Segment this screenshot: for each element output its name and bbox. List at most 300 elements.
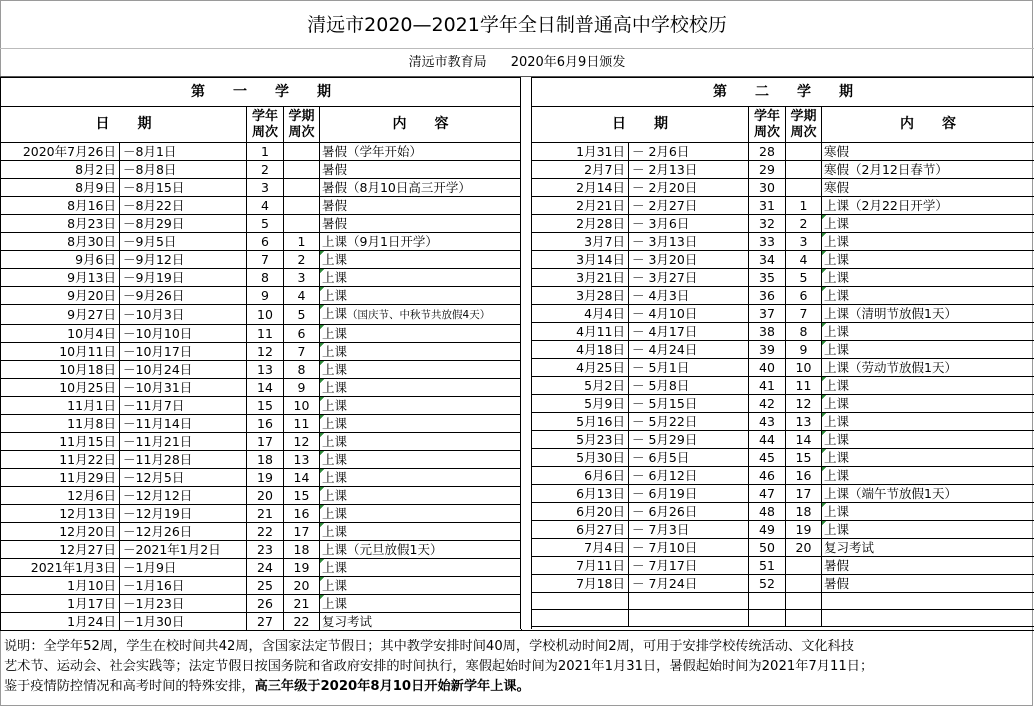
calendar-row [1, 215, 522, 233]
date-to: － 3月20日 [629, 251, 749, 269]
calendar-row [1, 577, 522, 595]
year-week-header: 学年周次 [749, 107, 786, 143]
semester-week: 2 [284, 251, 320, 269]
content-cell: 上课 [320, 415, 522, 433]
year-week: 32 [749, 215, 786, 233]
date-from: 12月20日 [1, 523, 120, 541]
date-from: 10月25日 [1, 379, 120, 397]
content-cell: 上课 [822, 521, 1034, 539]
date-to: －8月8日 [120, 161, 247, 179]
calendar-row [1, 433, 522, 451]
calendar-row [1, 505, 522, 523]
date-to: － 5月8日 [629, 377, 749, 395]
year-week [749, 610, 786, 627]
content-cell: 上课 [320, 325, 522, 343]
date-to [629, 593, 749, 610]
calendar-row [1, 523, 522, 541]
content-cell: 上课 [320, 361, 522, 379]
date-from [532, 610, 629, 627]
explanation-note [0, 630, 1034, 707]
content-cell: 上课 [320, 379, 522, 397]
calendar-row [532, 161, 1034, 179]
date-to: － 5月29日 [629, 431, 749, 449]
date-to: － 2月6日 [629, 143, 749, 161]
content-cell: 暑假 [822, 575, 1034, 593]
semester-week: 4 [284, 287, 320, 305]
date-from: 2月28日 [532, 215, 629, 233]
calendar-row [1, 379, 522, 397]
date-to: － 7月17日 [629, 557, 749, 575]
content-cell: 复习考试 [822, 539, 1034, 557]
semester-week: 1 [786, 197, 822, 215]
semester-week: 14 [284, 469, 320, 487]
date-to: － 7月10日 [629, 539, 749, 557]
calendar-row [1, 397, 522, 415]
calendar-row [532, 233, 1034, 251]
date-from: 1月31日 [532, 143, 629, 161]
date-from [532, 593, 629, 610]
date-from: 2月21日 [532, 197, 629, 215]
year-week: 30 [749, 179, 786, 197]
date-to: － 3月13日 [629, 233, 749, 251]
date-to: －10月10日 [120, 325, 247, 343]
date-from: 1月10日 [1, 577, 120, 595]
content-cell: 上课 [320, 523, 522, 541]
date-from: 4月18日 [532, 341, 629, 359]
date-from: 11月1日 [1, 397, 120, 415]
year-week: 29 [749, 161, 786, 179]
semester-week: 6 [284, 325, 320, 343]
year-week: 7 [247, 251, 284, 269]
calendar-row [532, 557, 1034, 575]
content-cell: 上课 [320, 559, 522, 577]
year-week: 12 [247, 343, 284, 361]
date-to: －11月28日 [120, 451, 247, 469]
semester-week [786, 610, 822, 627]
calendar-row [532, 287, 1034, 305]
semester-week: 15 [786, 449, 822, 467]
semester-week [284, 179, 320, 197]
year-week: 28 [749, 143, 786, 161]
date-from: 2020年7月26日 [1, 143, 120, 161]
content-cell: 上课 [320, 433, 522, 451]
year-week: 49 [749, 521, 786, 539]
date-from: 5月23日 [532, 431, 629, 449]
date-from: 7月4日 [532, 539, 629, 557]
calendar-row [532, 305, 1034, 323]
year-week: 33 [749, 233, 786, 251]
semester-week: 1 [284, 233, 320, 251]
content-cell: 上课 [320, 595, 522, 613]
date-from: 8月23日 [1, 215, 120, 233]
date-from: 10月4日 [1, 325, 120, 343]
year-week: 17 [247, 433, 284, 451]
semester-week: 7 [786, 305, 822, 323]
calendar-row [532, 503, 1034, 521]
semester-week: 21 [284, 595, 320, 613]
content-cell: 寒假 [822, 143, 1034, 161]
date-from: 8月30日 [1, 233, 120, 251]
calendar-row [1, 469, 522, 487]
year-week: 3 [247, 179, 284, 197]
content-cell: 上课 [822, 467, 1034, 485]
year-week: 31 [749, 197, 786, 215]
year-week: 34 [749, 251, 786, 269]
content-cell: 上课 [822, 431, 1034, 449]
year-week-header: 学年周次 [247, 107, 284, 143]
content-cell: 上课（劳动节放假1天） [822, 359, 1034, 377]
date-to: －1月16日 [120, 577, 247, 595]
semester-week: 15 [284, 487, 320, 505]
date-to: － 4月10日 [629, 305, 749, 323]
page-title: 清远市2020—2021学年全日制普通高中学校校历 [0, 0, 1034, 49]
calendar-row [532, 251, 1034, 269]
date-to: －8月1日 [120, 143, 247, 161]
date-header: 日 期 [532, 107, 749, 143]
calendar-row [532, 610, 1034, 627]
calendar-row [532, 359, 1034, 377]
semester-week-header: 学期周次 [786, 107, 822, 143]
date-to: －1月30日 [120, 613, 247, 631]
date-from: 9月20日 [1, 287, 120, 305]
calendar-row [1, 179, 522, 197]
year-week: 22 [247, 523, 284, 541]
date-from: 1月17日 [1, 595, 120, 613]
date-from: 10月11日 [1, 343, 120, 361]
year-week: 13 [247, 361, 284, 379]
date-to: － 2月20日 [629, 179, 749, 197]
date-to: －11月21日 [120, 433, 247, 451]
semester-week [284, 197, 320, 215]
date-from: 8月16日 [1, 197, 120, 215]
content-cell: 上课 [822, 449, 1034, 467]
semester-week: 14 [786, 431, 822, 449]
calendar-row [532, 449, 1034, 467]
date-to: －9月19日 [120, 269, 247, 287]
content-cell: 上课 [320, 451, 522, 469]
calendar-row [1, 487, 522, 505]
note-line [4, 677, 1030, 697]
date-from: 5月2日 [532, 377, 629, 395]
year-week: 1 [247, 143, 284, 161]
date-from: 9月6日 [1, 251, 120, 269]
date-to: －9月5日 [120, 233, 247, 251]
date-to: －10月3日 [120, 305, 247, 325]
content-cell: 上课 [822, 395, 1034, 413]
holiday-note: （国庆节、中秋节共放假4天） [347, 309, 491, 321]
year-week: 52 [749, 575, 786, 593]
year-week: 8 [247, 269, 284, 287]
date-to: － 4月24日 [629, 341, 749, 359]
year-week: 48 [749, 503, 786, 521]
date-to: － 5月1日 [629, 359, 749, 377]
date-to: － 3月6日 [629, 215, 749, 233]
year-week: 36 [749, 287, 786, 305]
date-to: －11月7日 [120, 397, 247, 415]
year-week: 4 [247, 197, 284, 215]
date-from: 2月7日 [532, 161, 629, 179]
content-cell: 上课 [822, 323, 1034, 341]
semester-week [786, 143, 822, 161]
content-cell [320, 305, 522, 325]
semester-2-header: 第 二 学 期 [532, 78, 1034, 107]
calendar-row [532, 143, 1034, 161]
calendar-row [1, 269, 522, 287]
content-cell: 暑假 [822, 557, 1034, 575]
content-cell: 暑假 [320, 215, 522, 233]
semester-week: 6 [786, 287, 822, 305]
year-week: 24 [247, 559, 284, 577]
issue-date: 2020年6月9日颁发 [510, 55, 626, 70]
semester-week: 20 [284, 577, 320, 595]
content-cell: 上课 [320, 487, 522, 505]
date-from: 6月6日 [532, 467, 629, 485]
content-cell: 暑假（学年开始） [320, 143, 522, 161]
date-from: 4月11日 [532, 323, 629, 341]
date-to: －12月19日 [120, 505, 247, 523]
date-to: －8月29日 [120, 215, 247, 233]
content-cell: 上课 [320, 269, 522, 287]
calendar-row [1, 361, 522, 379]
content-cell: 上课 [822, 269, 1034, 287]
semester-week: 4 [786, 251, 822, 269]
year-week: 40 [749, 359, 786, 377]
content-cell: 上课 [320, 505, 522, 523]
calendar-row [532, 377, 1034, 395]
content-text: 上课 [322, 306, 348, 321]
date-to: － 3月27日 [629, 269, 749, 287]
semester-week [786, 557, 822, 575]
calendar-row [532, 413, 1034, 431]
calendar-row [1, 415, 522, 433]
content-cell: 上课（9月1日开学） [320, 233, 522, 251]
calendar-row [532, 467, 1034, 485]
semester-week: 8 [284, 361, 320, 379]
issuer-line [0, 49, 1034, 77]
calendar-row [532, 179, 1034, 197]
date-to: －9月26日 [120, 287, 247, 305]
date-to: －12月12日 [120, 487, 247, 505]
content-cell: 上课（端午节放假1天） [822, 485, 1034, 503]
content-cell: 上课 [822, 233, 1034, 251]
date-to: －10月24日 [120, 361, 247, 379]
issuer-org: 清远市教育局 [408, 55, 487, 70]
content-cell: 上课（2月22日开学） [822, 197, 1034, 215]
date-to: － 6月12日 [629, 467, 749, 485]
content-cell: 暑假（8月10日高三开学） [320, 179, 522, 197]
date-from: 2021年1月3日 [1, 559, 120, 577]
calendar-row [532, 539, 1034, 557]
semester-week [786, 179, 822, 197]
date-from: 3月21日 [532, 269, 629, 287]
content-cell: 上课 [822, 377, 1034, 395]
date-from: 2月14日 [532, 179, 629, 197]
semester-week [284, 143, 320, 161]
calendar-row [1, 595, 522, 613]
calendar-row [532, 575, 1034, 593]
date-from: 11月29日 [1, 469, 120, 487]
date-from: 8月2日 [1, 161, 120, 179]
date-to: － 2月13日 [629, 161, 749, 179]
semester-week: 19 [786, 521, 822, 539]
semester-week: 13 [786, 413, 822, 431]
date-from: 3月7日 [532, 233, 629, 251]
semester-week: 9 [284, 379, 320, 397]
date-to: －2021年1月2日 [120, 541, 247, 559]
date-to: － 4月3日 [629, 287, 749, 305]
year-week: 14 [247, 379, 284, 397]
year-week: 16 [247, 415, 284, 433]
semester-week: 16 [284, 505, 320, 523]
date-from: 3月28日 [532, 287, 629, 305]
semester-week: 17 [284, 523, 320, 541]
date-to: －8月22日 [120, 197, 247, 215]
semester-week: 10 [786, 359, 822, 377]
year-week: 23 [247, 541, 284, 559]
date-to: －12月5日 [120, 469, 247, 487]
date-from: 5月9日 [532, 395, 629, 413]
date-to: －11月14日 [120, 415, 247, 433]
year-week: 5 [247, 215, 284, 233]
year-week: 15 [247, 397, 284, 415]
semester-week: 10 [284, 397, 320, 415]
semester-week: 16 [786, 467, 822, 485]
date-from: 6月20日 [532, 503, 629, 521]
calendar-row [1, 541, 522, 559]
date-to: －1月9日 [120, 559, 247, 577]
calendar-row [532, 485, 1034, 503]
year-week: 11 [247, 325, 284, 343]
semester-1-table [0, 77, 522, 631]
date-to: － 4月17日 [629, 323, 749, 341]
semester-week [786, 161, 822, 179]
year-week: 38 [749, 323, 786, 341]
date-from: 7月18日 [532, 575, 629, 593]
content-cell: 上课 [320, 469, 522, 487]
content-cell: 上课 [320, 397, 522, 415]
year-week: 6 [247, 233, 284, 251]
date-to: －8月15日 [120, 179, 247, 197]
content-header: 内 容 [822, 107, 1034, 143]
date-from: 11月15日 [1, 433, 120, 451]
semester-week: 13 [284, 451, 320, 469]
note-line: 艺术节、运动会、社会实践等；法定节假日按国务院和省政府安排的时间执行，寒假起始时间为2021年1月31日，暑假起始时间为2021年7月11日； [4, 659, 874, 674]
semester-week: 9 [786, 341, 822, 359]
calendar-row [532, 395, 1034, 413]
year-week: 46 [749, 467, 786, 485]
year-week: 43 [749, 413, 786, 431]
content-cell: 寒假（2月12日春节） [822, 161, 1034, 179]
calendar-row [1, 325, 522, 343]
semester-week [284, 215, 320, 233]
calendar-row [532, 215, 1034, 233]
date-from: 5月16日 [532, 413, 629, 431]
content-cell [822, 593, 1034, 610]
semester-week: 8 [786, 323, 822, 341]
date-to: － 5月22日 [629, 413, 749, 431]
content-cell: 上课 [320, 251, 522, 269]
content-cell: 复习考试 [320, 613, 522, 631]
date-from: 6月27日 [532, 521, 629, 539]
calendar-row [532, 197, 1034, 215]
semester-week [786, 593, 822, 610]
note-emphasis: 高三年级于2020年8月10日开始新学年上课。 [254, 679, 530, 694]
calendar-row [532, 431, 1034, 449]
year-week: 10 [247, 305, 284, 325]
date-from: 3月14日 [532, 251, 629, 269]
date-to: － 6月5日 [629, 449, 749, 467]
date-to: － 7月24日 [629, 575, 749, 593]
date-to: － 2月27日 [629, 197, 749, 215]
year-week: 25 [247, 577, 284, 595]
year-week: 39 [749, 341, 786, 359]
calendar-row [1, 161, 522, 179]
year-week: 41 [749, 377, 786, 395]
calendar-row [1, 143, 522, 161]
calendar-row [532, 341, 1034, 359]
calendar-row [1, 305, 522, 325]
date-from: 12月6日 [1, 487, 120, 505]
date-from: 5月30日 [532, 449, 629, 467]
semester-week [786, 575, 822, 593]
content-cell: 上课 [320, 343, 522, 361]
calendar-row [532, 521, 1034, 539]
content-cell: 上课 [320, 577, 522, 595]
date-to [629, 610, 749, 627]
year-week: 35 [749, 269, 786, 287]
year-week: 21 [247, 505, 284, 523]
calendar-row [1, 251, 522, 269]
semester-week: 12 [786, 395, 822, 413]
semester-week: 20 [786, 539, 822, 557]
calendar-row [532, 323, 1034, 341]
date-from: 11月8日 [1, 415, 120, 433]
semester-week: 3 [284, 269, 320, 287]
year-week: 27 [247, 613, 284, 631]
content-cell: 上课 [822, 287, 1034, 305]
year-week: 50 [749, 539, 786, 557]
date-to: － 5月15日 [629, 395, 749, 413]
semester-week: 18 [786, 503, 822, 521]
content-cell: 寒假 [822, 179, 1034, 197]
calendar-row [532, 269, 1034, 287]
content-cell: 上课 [822, 341, 1034, 359]
date-to: －1月23日 [120, 595, 247, 613]
date-from: 9月27日 [1, 305, 120, 325]
semester-week-header: 学期周次 [284, 107, 320, 143]
date-from: 1月24日 [1, 613, 120, 631]
calendar-row [1, 287, 522, 305]
content-cell: 暑假 [320, 161, 522, 179]
date-to: －10月17日 [120, 343, 247, 361]
content-cell [822, 610, 1034, 627]
year-week: 9 [247, 287, 284, 305]
semester-week: 12 [284, 433, 320, 451]
date-from: 10月18日 [1, 361, 120, 379]
year-week: 47 [749, 485, 786, 503]
semester-week: 19 [284, 559, 320, 577]
note-text: 鉴于疫情防控情况和高考时间的特殊安排， [4, 679, 255, 694]
semester-week: 2 [786, 215, 822, 233]
year-week: 20 [247, 487, 284, 505]
semester-week: 17 [786, 485, 822, 503]
calendar-row [1, 197, 522, 215]
year-week: 26 [247, 595, 284, 613]
semester-week: 11 [284, 415, 320, 433]
date-from: 11月22日 [1, 451, 120, 469]
calendar-row [1, 613, 522, 631]
content-cell: 上课（元旦放假1天） [320, 541, 522, 559]
